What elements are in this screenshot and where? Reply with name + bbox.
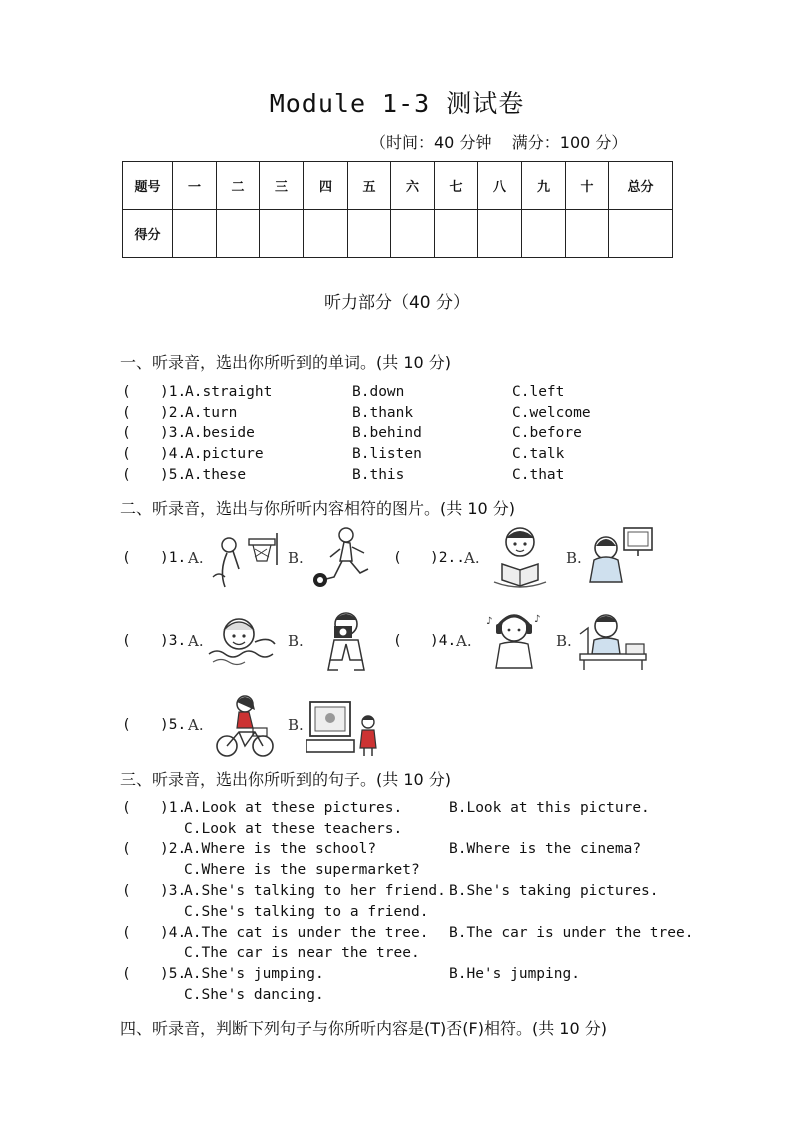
section1-heading: 一、听录音，选出你所听到的单词。(共 10 分) <box>120 353 452 372</box>
question-number: )5. <box>160 467 187 483</box>
option-a: A. <box>456 632 472 650</box>
score-table <box>122 161 673 258</box>
girl-watching-tv-icon[interactable] <box>306 698 386 758</box>
boy-swimming-icon[interactable] <box>205 612 279 670</box>
score-cell[interactable] <box>348 210 391 258</box>
question-number: )4. <box>160 925 187 941</box>
option-c: C.left <box>512 384 565 400</box>
option-a: A. <box>188 549 204 567</box>
option-c: C.She's talking to a friend. <box>184 904 429 920</box>
option-a: A.picture <box>185 446 264 462</box>
listening-part-title: 听力部分（40 分） <box>323 293 471 313</box>
option-b: B.She's taking pictures. <box>449 883 659 899</box>
score-table-score-row <box>123 210 673 258</box>
score-cell[interactable] <box>566 210 609 258</box>
question-number: )1. <box>160 384 187 400</box>
option-b: B. <box>288 716 304 734</box>
boy-studying-desk-icon[interactable] <box>576 610 648 672</box>
answer-paren[interactable]: ( <box>393 550 402 566</box>
question-number: )2.. <box>430 550 465 566</box>
score-cell[interactable] <box>173 210 217 258</box>
boy-watching-tv-icon[interactable] <box>588 526 658 588</box>
option-b: B.Look at this picture. <box>449 800 650 816</box>
question-number: )4. <box>160 446 187 462</box>
option-b: B. <box>556 632 572 650</box>
question-number: )2. <box>160 405 187 421</box>
score-header-cell: 八 <box>478 162 522 210</box>
answer-paren[interactable]: ( <box>122 800 131 816</box>
option-b: B. <box>566 549 582 567</box>
page-title: Module 1-3 测试卷 <box>269 89 525 118</box>
score-header-cell: 五 <box>348 162 391 210</box>
score-cell[interactable] <box>478 210 522 258</box>
score-table-header-row <box>123 162 673 210</box>
answer-paren[interactable]: ( <box>122 384 131 400</box>
answer-paren[interactable]: ( <box>122 883 131 899</box>
option-c: C.welcome <box>512 405 591 421</box>
option-b: B.listen <box>352 446 422 462</box>
answer-paren[interactable]: ( <box>122 925 131 941</box>
answer-paren[interactable]: ( <box>122 425 131 441</box>
section4-heading: 四、听录音，判断下列句子与你所听内容是(T)否(F)相符。(共 10 分) <box>120 1019 607 1038</box>
score-header-cell: 四 <box>304 162 348 210</box>
score-row-label: 得分 <box>123 210 173 258</box>
option-b: B.this <box>352 467 405 483</box>
option-b: B.He's jumping. <box>449 966 580 982</box>
question-number: )5. <box>160 717 187 733</box>
option-b: B.down <box>352 384 405 400</box>
girl-riding-bike-icon[interactable] <box>215 694 275 758</box>
option-a: A.The cat is under the tree. <box>184 925 429 941</box>
answer-paren[interactable]: ( <box>122 633 131 649</box>
answer-paren[interactable]: ( <box>122 550 131 566</box>
exam-info: （时间：40 分钟 满分：100 分） <box>370 133 628 152</box>
option-b: B. <box>288 632 304 650</box>
option-c: C.The car is near the tree. <box>184 945 420 961</box>
score-header-cell: 十 <box>566 162 609 210</box>
option-c: C.talk <box>512 446 565 462</box>
score-cell[interactable] <box>391 210 435 258</box>
option-a: A.these <box>185 467 247 483</box>
girl-listening-music-icon[interactable] <box>484 610 544 672</box>
option-b: B.The car is under the tree. <box>449 925 694 941</box>
option-a: A.She's talking to her friend. <box>184 883 446 899</box>
question-number: )2. <box>160 841 187 857</box>
score-cell[interactable] <box>609 210 673 258</box>
basketball-player-icon[interactable] <box>205 531 285 593</box>
option-c: C.She's dancing. <box>184 987 324 1003</box>
score-header-cell: 总分 <box>609 162 673 210</box>
answer-paren[interactable]: ( <box>122 467 131 483</box>
option-c: C.before <box>512 425 582 441</box>
question-number: )1. <box>160 550 187 566</box>
score-header-cell: 一 <box>173 162 217 210</box>
option-b: B. <box>288 549 304 567</box>
option-b: B.Where is the cinema? <box>449 841 642 857</box>
option-b: B.thank <box>352 405 414 421</box>
score-cell[interactable] <box>435 210 478 258</box>
option-a: A. <box>464 549 480 567</box>
answer-paren[interactable]: ( <box>122 446 131 462</box>
option-a: A.Look at these pictures. <box>184 800 403 816</box>
score-header-cell: 九 <box>522 162 566 210</box>
question-number: )4. <box>430 633 457 649</box>
question-number: )3. <box>160 883 187 899</box>
score-header-cell: 二 <box>217 162 260 210</box>
option-a: A.She's jumping. <box>184 966 324 982</box>
answer-paren[interactable]: ( <box>122 841 131 857</box>
boy-reading-icon[interactable] <box>490 524 552 590</box>
question-number: )5. <box>160 966 187 982</box>
option-a: A.straight <box>185 384 273 400</box>
score-cell[interactable] <box>260 210 304 258</box>
answer-paren[interactable]: ( <box>122 966 131 982</box>
question-number: )3. <box>160 425 187 441</box>
section3-heading: 三、听录音，选出你所听到的句子。(共 10 分) <box>120 770 452 789</box>
option-a: A.Where is the school? <box>184 841 377 857</box>
boy-taking-photo-icon[interactable] <box>320 610 372 674</box>
option-a: A. <box>188 632 204 650</box>
score-header-cell: 三 <box>260 162 304 210</box>
score-cell[interactable] <box>217 210 260 258</box>
score-header-cell: 六 <box>391 162 435 210</box>
option-a: A.beside <box>185 425 255 441</box>
option-c: C.Where is the supermarket? <box>184 862 420 878</box>
score-header-cell: 七 <box>435 162 478 210</box>
answer-paren[interactable]: ( <box>122 717 131 733</box>
score-cell[interactable] <box>304 210 348 258</box>
option-c: C.that <box>512 467 565 483</box>
option-b: B.behind <box>352 425 422 441</box>
score-cell[interactable] <box>522 210 566 258</box>
section2-heading: 二、听录音，选出与你所听内容相符的图片。(共 10 分) <box>120 499 516 518</box>
score-header-cell: 题号 <box>123 162 173 210</box>
option-c: C.Look at these teachers. <box>184 821 403 837</box>
svg-text:♪: ♪ <box>534 614 541 625</box>
question-number: )1. <box>160 800 187 816</box>
answer-paren[interactable]: ( <box>393 633 402 649</box>
option-a: A. <box>188 716 204 734</box>
answer-paren[interactable]: ( <box>122 405 131 421</box>
option-a: A.turn <box>185 405 238 421</box>
question-number: )3. <box>160 633 187 649</box>
svg-text:♪: ♪ <box>486 616 493 627</box>
soccer-player-icon[interactable] <box>308 525 378 591</box>
